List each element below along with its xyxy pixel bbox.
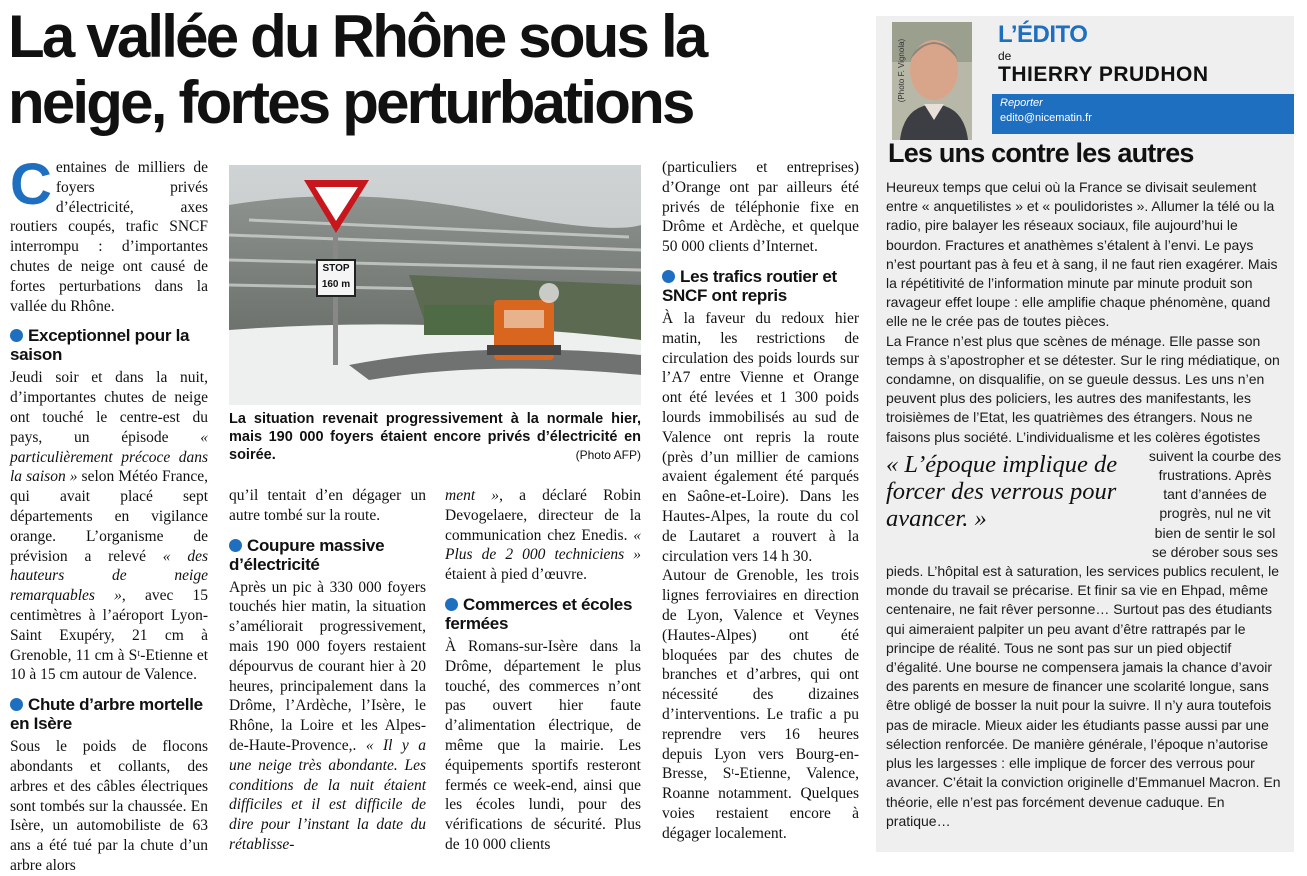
- edito-paragraph: Heureux temps que celui où la France se divisait seulement entre « anquetilistes » et « poulidoristes ». Allumer la télé ou la radio, pire balayer les réseaux sociaux, file aujourd’hui le bourdon. Fractures et anathèmes s’étalent à l’envi. Le pays n’est pourtant pas à feu et à sang, il ne faut rien exagérer. Mais la répétitivité de l’information minute par minute produit son ravageur effet loupe : elle amplifie chaque phénomène, quand elle ne le crée pas de toutes pièces.: [886, 179, 1278, 330]
- article-column-1: [10, 152, 208, 876]
- intro-paragraph: [10, 152, 208, 316]
- edito-body: [886, 178, 1284, 831]
- edito-paragraph: La France n’est plus que scènes de ménage. Elle passe son temps à s’apostropher et se détester. Sur le ring médiatique, on condamne, on disqualifie, on se gueule dessus. Les uns n’en peuvent plus des policiers, les autres des manifestants, les troisièmes de l’Etat, les quatrièmes des étrangers. Nous ne faisons plus société. L’individualisme et les colères égotistes: [886, 332, 1280, 445]
- edito-paragraph: suivent la courbe des frustrations. Après tant d’années de progrès, nul ne vit bien de sentir le sol se dérober sous ses: [1148, 447, 1282, 560]
- photo-caption: La situation revenait progressivement à la normale hier, mais 190 000 foyers étaient encore privés d’électricité en soirée.: [229, 411, 641, 463]
- edito-de: de: [998, 49, 1012, 63]
- edito-author: THIERRY PRUDHON: [998, 63, 1209, 86]
- paragraph: (particuliers et entreprises) d’Orange ont par ailleurs été privés de téléphonie fixe en Drôme et Ardèche, et quelque 50 000 clients d’Internet.: [662, 159, 859, 256]
- snow-photo: [229, 165, 641, 405]
- paragraph: À la faveur du redoux hier matin, les restrictions de circulation des poids lourds sur l’A7 entre Vienne et Orange ont été levées et 1 300 poids lourds immobilisés au sud de Valence ont repris la route (près d’un millier de camions avaient également été parqués en Saône-et-Loire). Dans les Hautes-Alpes, la route du col de Lautaret a rouvert à la circulation vers 14 h 30.: [662, 309, 859, 565]
- author-info-box: [992, 94, 1294, 134]
- article-column-2: [229, 486, 426, 855]
- snowy-road-photo-icon: [229, 165, 641, 405]
- bullet-icon: [229, 539, 242, 552]
- subheading-coupure: Coupure massive d’électricité: [229, 535, 385, 574]
- bullet-icon: [662, 270, 675, 283]
- paragraph: Jeudi soir et dans la nuit, d’importantes chutes de neige ont touché le centre-est du pays, un épisode « particulièrement précoce dans la saison » selon Météo France, qui avait placé sept départements en vigilance orange. L’organisme de prévision a relevé « des hauteurs de neige remarquables », avec 15 centimètres à l’aéroport Lyon-Saint Exupéry, 21 cm à Grenoble, 11 cm à Sᵗ-Etienne et 10 à 15 cm autour de Valence.: [10, 369, 208, 684]
- sign-stop-text: STOP: [322, 263, 350, 274]
- subheading-exceptionnel: Exceptionnel pour la saison: [10, 326, 190, 365]
- bullet-icon: [10, 329, 23, 342]
- paragraph: À Romans-sur-Isère dans la Drôme, département le plus touché, des commerces n’ont pas ouvert hier faute d’alimentation électrique, de même que la mairie. Les équipements sportifs resteront fermés ce week-end, ainsi que les écoles lundi, pour des vérifications de sécurité. Plus de 10 000 clients: [445, 637, 641, 853]
- edito-panel: [876, 16, 1294, 852]
- edito-label: L’ÉDITO: [998, 21, 1088, 48]
- article-column-4: [662, 158, 859, 844]
- intro-text: entaines de milliers de foyers privés d’électricité, axes routiers coupés, trafic SNCF interrompu : d’importantes chutes de neige ont causé de fortes perturbations dans la vallée du Rhône.: [10, 159, 208, 315]
- paragraph: Sous le poids de flocons abondants et collants, des arbres et des câbles électriques sont tombés sur la chaussée. En Isère, un automobiliste de 63 ans a été tué par la chute d’un arbre alors: [10, 738, 208, 874]
- article-column-3: [445, 486, 641, 855]
- author-email[interactable]: edito@nicematin.fr: [1000, 112, 1092, 124]
- sign-distance-text: 160 m: [321, 279, 351, 290]
- pull-quote: « L’époque implique de forcer des verrous pour avancer. »: [886, 450, 1118, 532]
- bullet-icon: [10, 698, 23, 711]
- paragraph: qu’il tentait d’en dégager un autre tombé sur la route.: [229, 487, 426, 524]
- headline: La vallée du Rhône sous la neige, fortes perturbations: [8, 3, 706, 136]
- subheading-chute-arbre: Chute d’arbre mortelle en Isère: [10, 695, 203, 734]
- subheading-trafics: Les trafics routier et SNCF ont repris: [662, 266, 837, 305]
- paragraph: Autour de Grenoble, les trois lignes ferroviaires en direction de Lyon, Valence et Veynes (Hautes-Alpes) ont été bloquées par des chutes de branches et d’arbres, qui ont nécessité des dizaines d’interventions. Le trafic a pu reprendre vers 16 heures depuis Lyon vers Bourg-en-Bresse, Sᵗ-Etienne, Valence, Roanne notamment. Quelques voies restaient encore à dégager localement.: [662, 567, 859, 842]
- photo-credit: (Photo AFP): [575, 448, 641, 462]
- drop-cap: C: [10, 152, 52, 217]
- paragraph: ment », a déclaré Robin Devogelaere, directeur de la communication chez Enedis. « Plus de 2 000 techniciens » étaient à pied d’œuvre.: [445, 487, 641, 584]
- paragraph: Après un pic à 330 000 foyers touchés hier matin, la situation s’améliorait progressivement, mais 190 000 foyers restaient dépourvus de courant hier à 20 heures, principalement dans la Drôme, l’Ardèche, l’Isère, le Rhône, la Loire et les Alpes-de-Haute-Provence,. « Il y a une neige très abondante. Les conditions de la nuit étaient difficiles et il est difficile de dire pour l’instant la date du rétablisse-: [229, 578, 426, 853]
- edito-paragraph: pieds. L’hôpital est à saturation, les services publics reculent, le monde du travail se précarise. Et finir sa vie en Ehpad, même centenaire, ne fait rêver personne… Surtout pas des étudiants qui aimeraient palpiter un peu avant d’être rattrapés par le principe de réalité. Tous ne sont pas sur un pied objectif d’égalité. Une bourse ne compensera jamais la chance d’avoir des parents en mesure de financer une scolarité longue, sans être obligé de bosser la nuit pour la suivre. Il n’y aura toutefois pas de miracle. Mieux aider les étudiants passe aussi par une sélection renforcée. De manière générale, l’époque n’autorise plus les largesses : elle implique de forcer des verrous pour avancer. C’était la conviction originelle d’Emmanuel Macron. En théorie, elle n’est pas forcément devenue caduque. En pratique…: [886, 563, 1281, 829]
- edito-title: Les uns contre les autres: [888, 138, 1194, 168]
- author-role: Reporter: [1000, 97, 1043, 109]
- subheading-commerces: Commerces et écoles fermées: [445, 594, 633, 633]
- author-photo-credit: (Photo F. Vignola): [897, 38, 907, 103]
- bullet-icon: [445, 598, 458, 611]
